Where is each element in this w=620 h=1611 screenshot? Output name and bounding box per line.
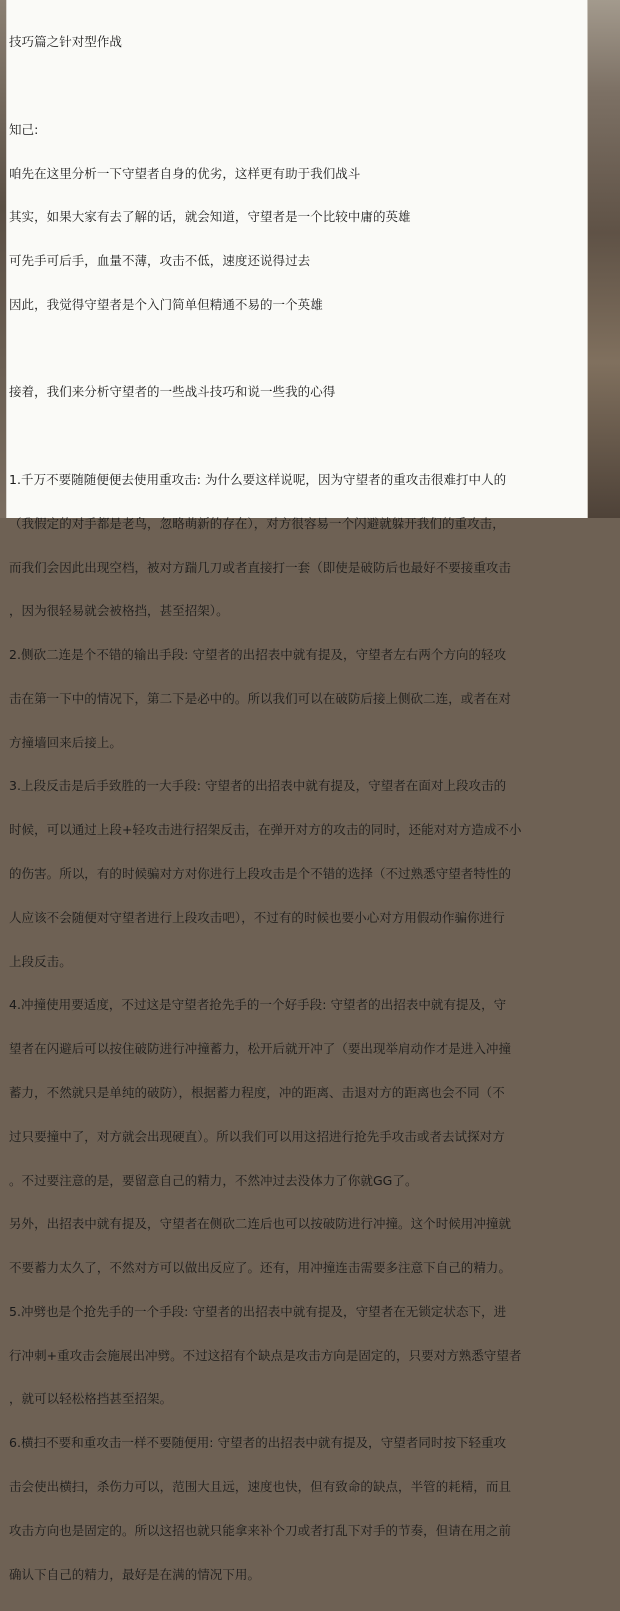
body-line: 人应该不会随便对守望者进行上段攻击吧），不过有的时候也要小心对方用假动作骗你进行 (9, 909, 505, 925)
body-line: 时候，可以通过上段+轻攻击进行招架反击，在弹开对方的攻击的同时，还能对对方造成不小 (9, 822, 522, 838)
document-page (6, 0, 588, 1582)
background-right-edge (588, 0, 620, 518)
document-title: 技巧篇之针对型作战 (9, 34, 122, 50)
body-line: 攻击方向也是固定的。所以这招也就只能拿来补个刀或者打乱下对手的节奏，但请在用之前 (9, 1522, 512, 1538)
body-line: 6.横扫不要和重攻击一样不要随便用: 守望者的出招表中就有提及，守望者同时按下轻重攻 (9, 1435, 507, 1451)
section-heading: 接着，我们来分析守望者的一些战斗技巧和说一些我的心得 (9, 384, 336, 400)
body-line: 上段反击。 (9, 953, 72, 969)
blank-line (9, 342, 587, 357)
body-line: 1.千万不要随随便便去使用重攻击: 为什么要这样说呢，因为守望者的重攻击很难打中人的 (9, 472, 507, 487)
body-line: 方撞墙回来后接上。 (9, 734, 122, 750)
body-line: ，因为很轻易就会被格挡，甚至招架）。 (9, 603, 229, 619)
body-line: 而我们会因此出现空档，被对方踹几刀或者直接打一套（即使是破防后也最好不要接重攻击 (9, 559, 512, 575)
body-line: 击在第一下中的情况下，第二下是必中的。所以我们可以在破防后接上侧砍二连，或者在对 (9, 690, 512, 706)
intro-line: 其实，如果大家有去了解的话，就会知道，守望者是一个比较中庸的英雄 (9, 209, 411, 225)
body-line: 3.上段反击是后手致胜的一大手段: 守望者的出招表中就有提及，守望者在面对上段攻击的 (9, 778, 507, 794)
body-line: 击会使出横扫，杀伤力可以，范围大且远，速度也快，但有致命的缺点，半管的耗精，而且 (9, 1478, 512, 1494)
intro-line: 因此，我觉得守望者是个入门简单但精通不易的一个英雄 (9, 296, 323, 312)
body-line: 不要蓄力太久了，不然对方可以做出反应了。还有，用冲撞连击需要多注意下自己的精力。 (9, 1260, 512, 1276)
body-line: 4.冲撞使用要适度，不过这是守望者抢先手的一个好手段: 守望者的出招表中就有提及，守 (9, 997, 507, 1013)
intro-heading: 知己: (9, 121, 39, 137)
body-line: 过只要撞中了，对方就会出现硬直）。所以我们可以用这招进行抢先手攻击或者去试探对方 (9, 1128, 505, 1144)
blank-line (9, 429, 587, 444)
body-line: 的伤害。所以，有的时候骗对方对你进行上段攻击是个不错的选择（不过熟悉守望者特性的 (9, 866, 512, 882)
body-line: 另外，出招表中就有提及，守望者在侧砍二连后也可以按破防进行冲撞。这个时候用冲撞就 (9, 1216, 512, 1232)
body-line: 行冲刺+重攻击会施展出冲劈。不过这招有个缺点是攻击方向是固定的，只要对方熟悉守望者 (9, 1347, 522, 1363)
body-line: 5.冲劈也是个抢先手的一个手段: 守望者的出招表中就有提及，守望者在无锁定状态下，进 (9, 1303, 507, 1319)
body-line: ，就可以轻松格挡甚至招架。 (9, 1391, 173, 1407)
body-line: 2.侧砍二连是个不错的输出手段: 守望者的出招表中就有提及，守望者左右两个方向的轻攻 (9, 647, 507, 663)
intro-line: 咱先在这里分析一下守望者自身的优劣，这样更有助于我们战斗 (9, 165, 361, 181)
body-line: 。不过要注意的是，要留意自己的精力，不然冲过去没体力了你就GG了。 (9, 1172, 418, 1188)
blank-line (9, 79, 587, 94)
body-line: 蓄力，不然就只是单纯的破防），根据蓄力程度，冲的距离、击退对方的距离也会不同（不 (9, 1084, 505, 1100)
intro-line: 可先手可后手，血量不薄，攻击不低，速度还说得过去 (9, 253, 311, 269)
document-text (9, 6, 587, 1611)
body-line: （我假定的对手都是老鸟，忽略萌新的存在），对方很容易一个闪避就躲开我们的重攻击， (9, 515, 505, 531)
body-line: 确认下自己的精力，最好是在满的情况下用。 (9, 1566, 261, 1582)
body-line: 望者在闪避后可以按住破防进行冲撞蓄力，松开后就开冲了（要出现举肩动作才是进入冲撞 (9, 1041, 512, 1057)
